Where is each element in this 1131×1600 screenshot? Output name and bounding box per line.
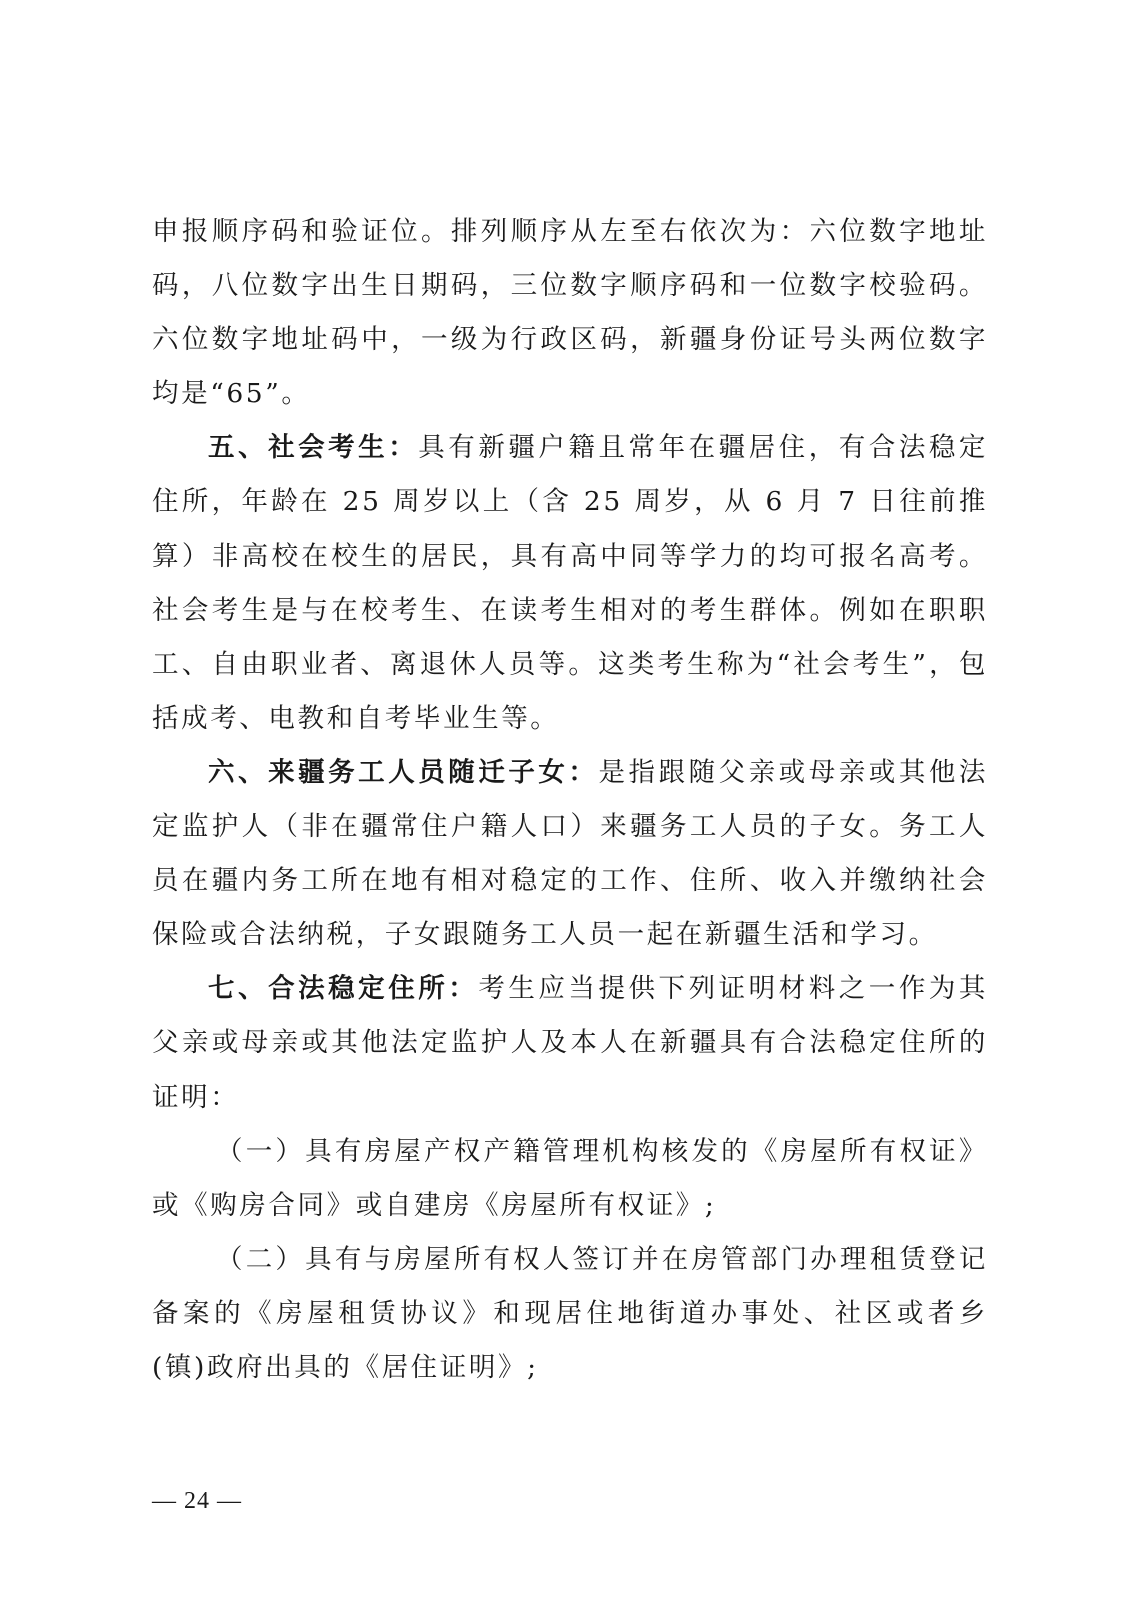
page-number: — 24 — [152, 1488, 242, 1514]
list-item-rental-agreement [152, 1233, 988, 1395]
paragraph-text: 是指跟随父亲或母亲或其他法定监护人（非在疆常住户籍人口）来疆务工人员的子女。务工人员在疆内务工所在地有相对稳定的工作、住所、收入并缴纳社会保险或合法纳税，子女跟随务工人员一起在新疆生活和学习。 [152, 756, 988, 951]
document-body [152, 205, 988, 1395]
paragraph-text: 考生应当提供下列证明材料之一作为其父亲或母亲或其他法定监护人及本人在新疆具有合法稳定住所的证明： [152, 973, 988, 1113]
list-item-text: （二）具有与房屋所有权人签订并在房管部门办理租赁登记备案的《房屋租赁协议》和现居住地街道办事处、社区或者乡(镇)政府出具的《居住证明》; [152, 1243, 988, 1383]
paragraph-migrant-children [152, 746, 988, 962]
list-item-property-certificate [152, 1125, 988, 1233]
section-heading-legal-residence: 七、合法稳定住所： [208, 973, 479, 1005]
paragraph-social-candidates [152, 421, 988, 746]
section-heading-social-candidates: 五、社会考生： [208, 432, 419, 464]
paragraph-id-code-continued [152, 205, 988, 421]
paragraph-text: 具有新疆户籍且常年在疆居住，有合法稳定住所，年龄在 25 周岁以上（含 25 周岁，从 6 月 7 日往前推算）非高校在校生的居民，具有高中同等学力的均可报名高考。社会考生是与在校考生、在读考生相对的考生群体。例如在职职工、自由职业者、离退休人员等。这类考生称为“社会考生”，包括成考、电教和自考毕业生等。 [152, 432, 988, 734]
section-heading-migrant-children: 六、来疆务工人员随迁子女： [208, 756, 599, 788]
paragraph-text: 申报顺序码和验证位。排列顺序从左至右依次为：六位数字地址码，八位数字出生日期码，三位数字顺序码和一位数字校验码。六位数字地址码中，一级为行政区码，新疆身份证号头两位数字均是“65”。 [152, 216, 988, 410]
paragraph-legal-residence [152, 962, 988, 1124]
list-item-text: （一）具有房屋产权产籍管理机构核发的《房屋所有权证》或《购房合同》或自建房《房屋所有权证》; [152, 1135, 988, 1221]
